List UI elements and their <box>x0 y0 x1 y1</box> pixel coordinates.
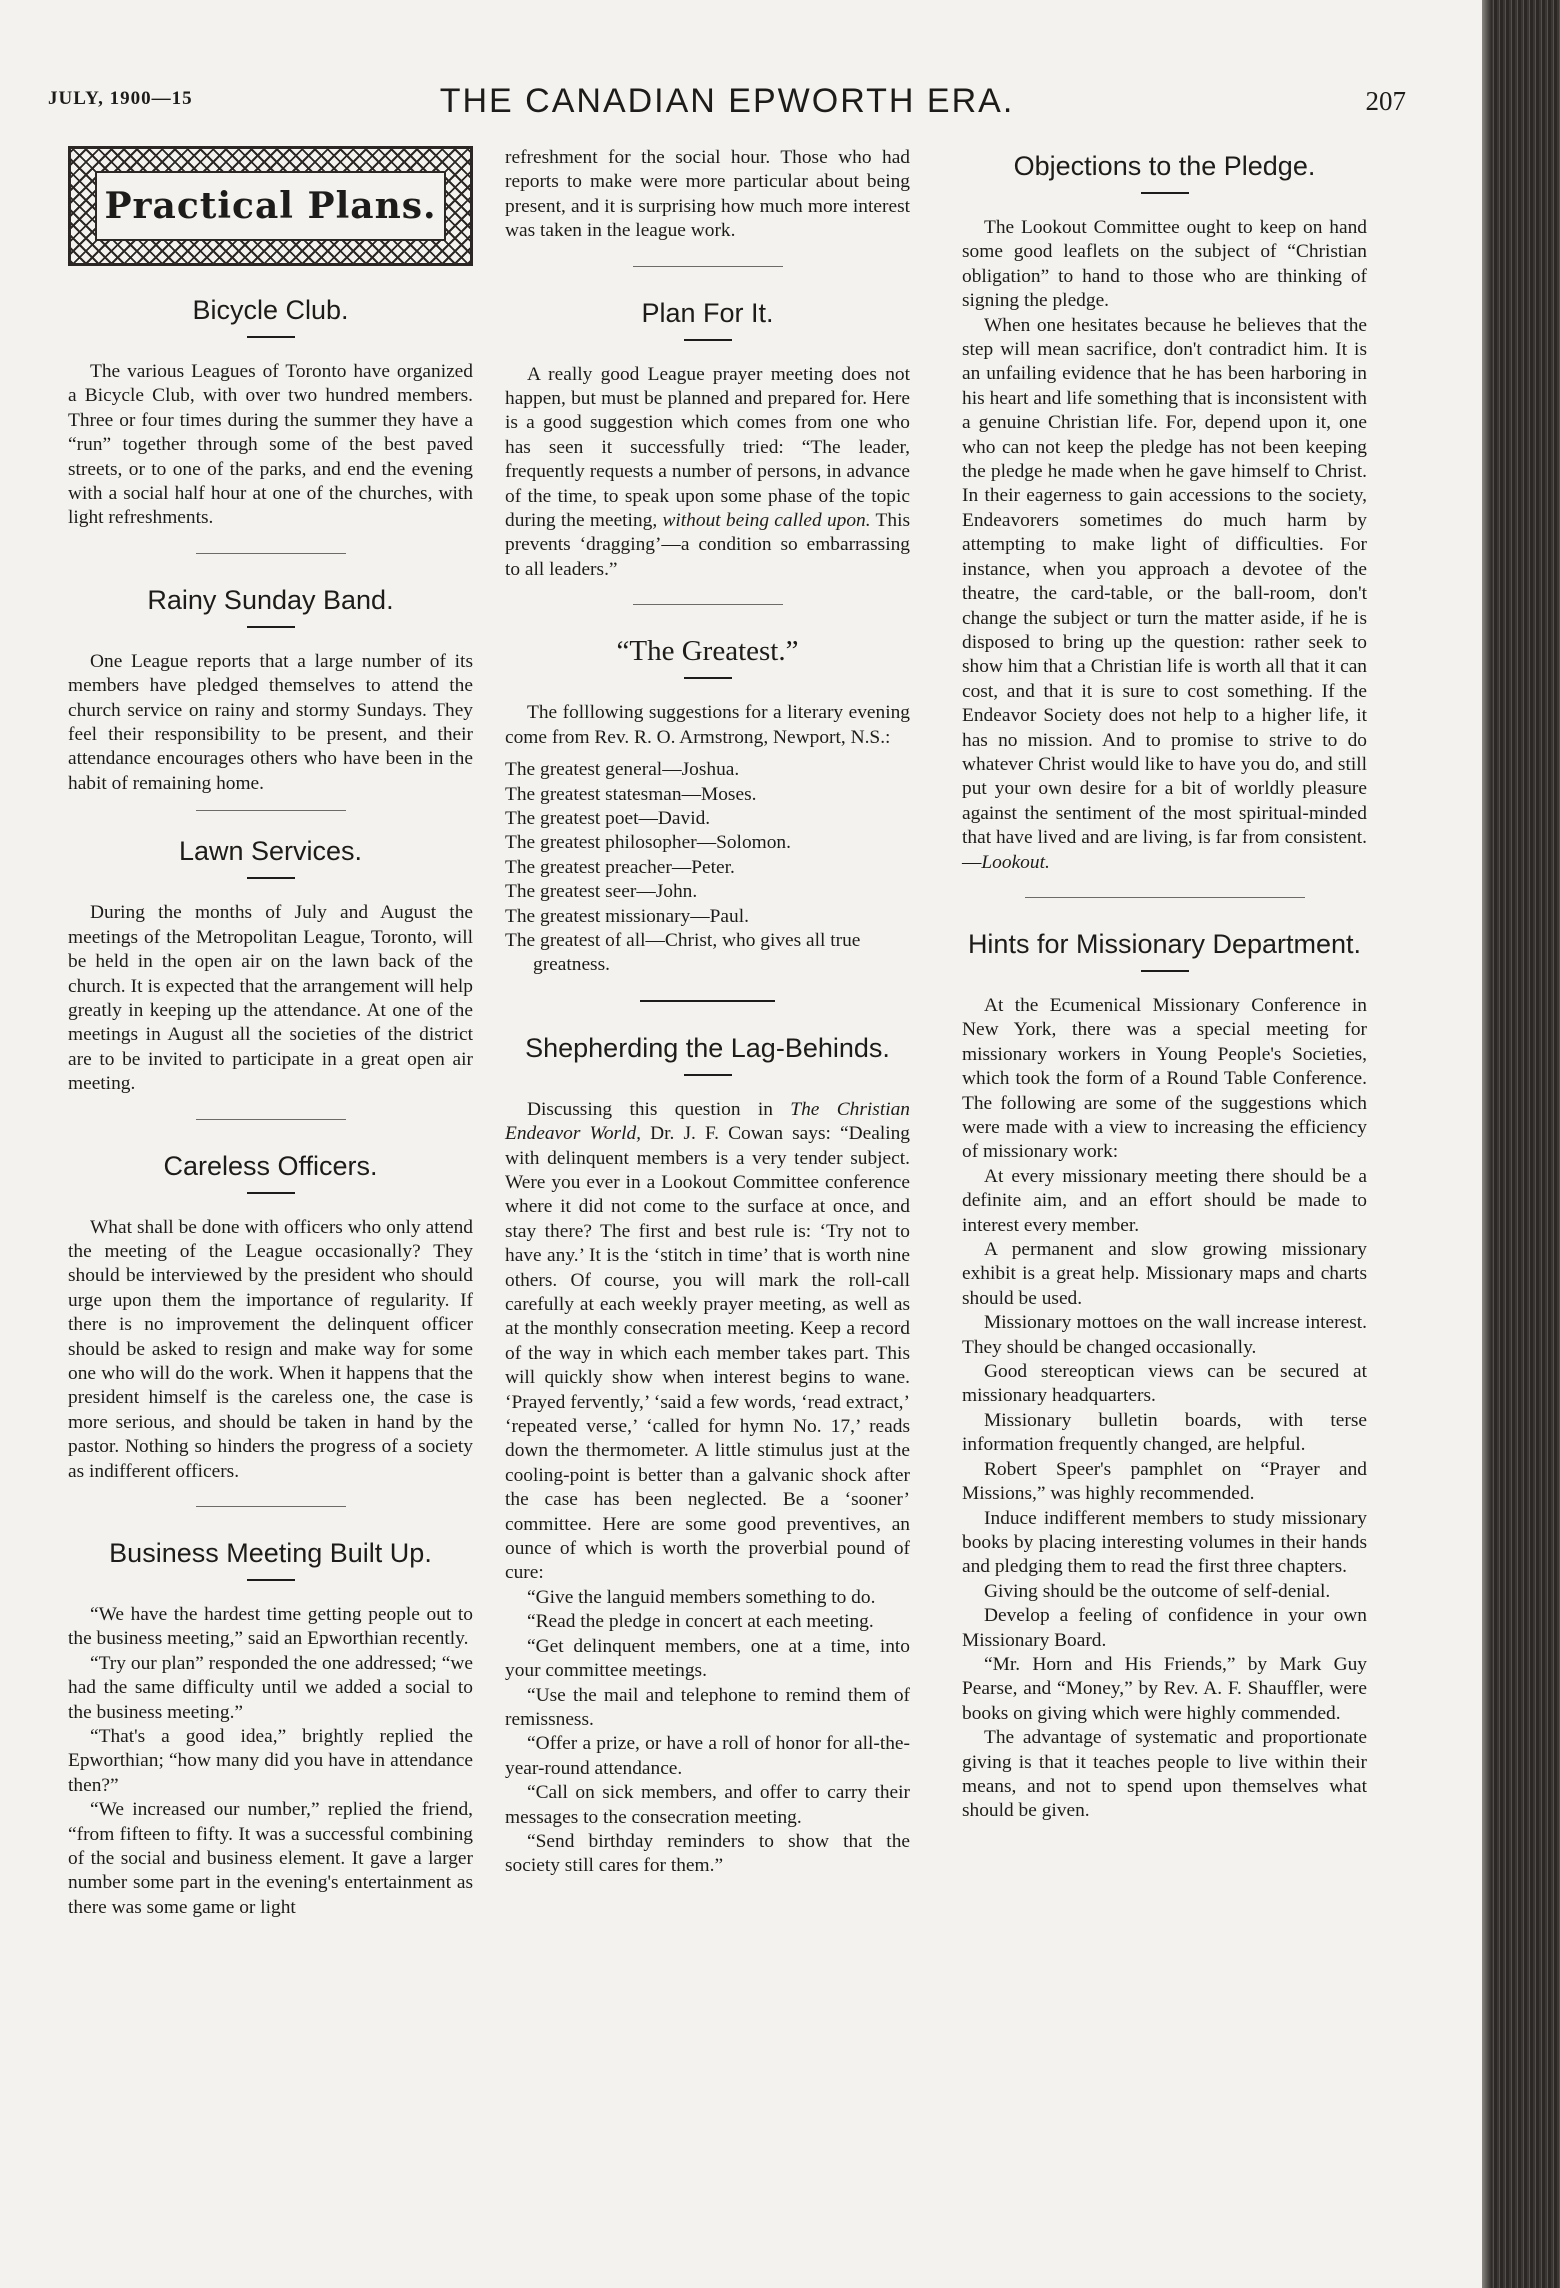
divider <box>247 336 295 338</box>
article-paragraph: The folllowing suggestions for a literary evening come from Rev. R. O. Armstrong, Newport, N.S.: <box>505 702 910 748</box>
list-item: The greatest poet—David. <box>505 807 711 829</box>
section-divider <box>633 604 783 605</box>
article-paragraph: Robert Speer's pamphlet on “Prayer and Missions,” was highly recommended. <box>962 1458 1367 1505</box>
section-divider <box>196 553 346 554</box>
page-header <box>48 82 1406 130</box>
article-paragraph: The various Leagues of Toronto have organized a Bicycle Club, with over two hundred members. Three or four times during the summer they have a “run” together through some of the best paved streets, or to one of the parks, and end the evening with a social half hour at one of the churches, with light refreshments. <box>68 361 473 529</box>
article-paragraph: “Try our plan” responded the one addressed; “we had the same difficulty until we added a social to the business meeting.” <box>68 1652 473 1723</box>
italic-run: without being called upon. <box>662 510 871 532</box>
article-paragraph: “Get delinquent members, one at a time, into your committee meetings. <box>505 1635 910 1682</box>
text-run: When one hesitates because he believes that the step will mean sacrifice, don't contradict him. It is an unfailing evidence that he has been harboring in his heart and life something that is inconsistent with a genuine Christian life. For, depend upon it, one who can not keep the pledge has not been keeping the pledge he made when he gave himself to Christ. In their eagerness to gain accessions to the society, Endeavorers sometimes do much harm by attempting to make light of difficulties. For instance, when you approach a devotee of the theatre, the card-table, or the ball-room, don't change the subject or turn the matter aside, if he is disposed to bring up the question: rather seek to show him that a Christian life is worth all that it can cost, and that it is sure to cost something. If the Endeavor Society does not help to a higher life, it has no mission. And to promise to strive to do whatever Christ would like to have you do, and still put your own desire for a bit of worldly pleasure against the sentiment of the most spiritual-minded that have lived and are living, is far from consistent.— <box>962 314 1367 873</box>
greatest-list <box>505 758 910 978</box>
divider <box>247 626 295 628</box>
divider <box>684 1074 732 1076</box>
article-paragraph <box>962 314 1367 875</box>
list-item: The greatest general—Joshua. <box>505 759 740 781</box>
article-paragraph: At every missionary meeting there should be a definite aim, and an effort should be made to interest every member. <box>962 1165 1367 1236</box>
article-paragraph: Missionary mottoes on the wall increase interest. They should be changed occasionally. <box>962 1312 1367 1358</box>
article-paragraph: During the months of July and August the meetings of the Metropolitan League, Toronto, will be held in the open air on the lawn back of the church. It is expected that the arrangement will help greatly in keeping up the attendance. At one of the meetings in August all the societies of the district are to be invited to participate in a great open air meeting. <box>68 902 473 1095</box>
heading-lawn-services: Lawn Services. <box>178 836 363 867</box>
article-paragraph: “That's a good idea,” brightly replied the Epworthian; “how many did you have in attendance then?” <box>68 1726 473 1796</box>
divider <box>1141 970 1189 972</box>
list-item: The greatest philosopher—Solomon. <box>505 832 791 854</box>
heading-shepherding: Shepherding the Lag-Behinds. <box>525 1032 890 1063</box>
article-paragraph: refreshment for the social hour. Those who had reports to make were more particular about being present, and it is surprising how much more interest was taken in the league work. <box>505 147 910 242</box>
divider <box>247 877 295 879</box>
article-paragraph: Good stereoptican views can be secured at missionary headquarters. <box>962 1361 1367 1407</box>
heading-rainy-sunday-band: Rainy Sunday Band. <box>147 584 394 615</box>
article-paragraph: “We increased our number,” replied the friend, “from fifteen to fifty. It was a successful combining of the social and business element. It gave a larger number some part in the evening's entertainment as there was some game or light <box>68 1799 473 1918</box>
divider <box>684 677 732 679</box>
text-run: This prevents ‘dragging’—a condition so embarrassing to all leaders.” <box>505 510 910 580</box>
article-paragraph: What shall be done with officers who only attend the meeting of the League occasionally? They should be interviewed by the president who should urge upon them the importance of regularity. If there is no improvement the delinquent officer should be asked to resign and make way for some one who will do the work. When it happens that the president himself is the careless one, the case is more serious, and should be taken in hand by the pastor. Nothing so hinders the progress of a society as indifferent officers. <box>68 1216 473 1482</box>
article-paragraph: A permanent and slow growing missionary exhibit is a great help. Missionary maps and charts should be used. <box>962 1239 1367 1309</box>
article-paragraph: Develop a feeling of confidence in your own Missionary Board. <box>962 1605 1367 1651</box>
heading-objections: Objections to the Pledge. <box>1013 151 1316 181</box>
divider <box>247 1192 295 1194</box>
heading-plan-for-it: Plan For It. <box>641 297 774 328</box>
divider <box>684 339 732 341</box>
article-paragraph: “Give the languid members something to do. <box>527 1586 876 1608</box>
section-divider <box>1025 897 1305 898</box>
book-binding-edge <box>1482 0 1560 2288</box>
article-paragraph: “Call on sick members, and offer to carry their messages to the consecration meeting. <box>505 1782 910 1828</box>
list-item: The greatest seer—John. <box>505 881 698 903</box>
practical-plans-banner <box>68 146 473 266</box>
heading-hints-missionary: Hints for Missionary Department. <box>967 928 1362 959</box>
banner-title: Practical Plans. <box>104 184 437 227</box>
heading-careless-officers: Careless Officers. <box>163 1150 378 1181</box>
section-divider <box>196 1119 346 1120</box>
column-2 <box>505 146 910 1879</box>
page-number: 207 <box>1365 86 1406 116</box>
text-run: Discussing this question in <box>527 1098 791 1120</box>
section-divider <box>196 1506 346 1507</box>
article-paragraph: One League reports that a large number of its members have pledged themselves to attend the church service on rainy and stormy Sundays. They feel their responsibility to be present, and their attendance encourages others who have been in the habit of remaining home. <box>68 650 473 794</box>
article-paragraph: Induce indifferent members to study missionary books by placing interesting volumes in their hands and pledging them to read the first three chapters. <box>962 1507 1367 1578</box>
italic-run: The Christian Endeavor World, <box>505 1098 910 1145</box>
article-paragraph: Missionary bulletin boards, with terse information frequently changed, are helpful. <box>962 1409 1367 1456</box>
list-item: The greatest of all—Christ, who gives all true greatness. <box>505 929 861 976</box>
column-3 <box>962 146 1367 1824</box>
article-paragraph: “Read the pledge in concert at each meeting. <box>527 1611 874 1633</box>
article-paragraph: The advantage of systematic and proportionate giving is that it teaches people to live within their means, and not to spend upon themselves what should be given. <box>962 1727 1367 1822</box>
article-paragraph: “We have the hardest time getting people out to the business meeting,” said an Epworthian recently. <box>68 1604 473 1650</box>
text-run: Dr. J. F. Cowan says: “Dealing with delinquent members is a very tender subject. Were you ever in a Lookout Committee conference where it did not come to the surface at once, and stay there? The first and best rule is: ‘Try not to have any.’ It is the ‘stitch in time’ that is worth nine others. Of course, you will mark the roll-call carefully at each weekly prayer meeting, as well as at the monthly consecration meeting. Keep a record of the way in which each member takes part. This will quickly show when interest begins to wane. ‘Prayed fervently,’ ‘said a few words, ‘read extract,’ ‘repeated verse,’ ‘called for hymn No. 17,’ reads down the thermometer. A little stimulus just at the cooling-point is better than a galvanic shock after the case has been neglected. Be a ‘sooner’ committee. Here are some good preventives, an ounce of which is worth the proverbial pound of cure: <box>505 1123 911 1584</box>
divider <box>247 1579 295 1581</box>
section-divider <box>640 1000 775 1002</box>
italic-run: Lookout. <box>981 851 1050 873</box>
list-item: The greatest preacher—Peter. <box>505 856 735 878</box>
banner-frame <box>95 171 446 241</box>
text-run: A really good League prayer meeting does not happen, but must be planned and prepared for. Here is a good suggestion which comes from one who has seen it successfully tried: “The leader, frequently requests a number of persons, in advance of the time, to speak upon some phase of the topic during the meeting, <box>505 363 910 532</box>
list-item: The greatest statesman—Moses. <box>505 783 757 805</box>
article-paragraph: “Send birthday reminders to show that the society still cares for them.” <box>505 1830 910 1877</box>
article-paragraph: “Mr. Horn and His Friends,” by Mark Guy Pearse, and “Money,” by Rev. A. F. Shauffler, were books on giving which were highly commended. <box>962 1653 1367 1724</box>
heading-bicycle-club: Bicycle Club. <box>192 295 349 325</box>
article-paragraph <box>505 1098 910 1586</box>
article-paragraph: “Use the mail and telephone to remind them of remissness. <box>505 1684 910 1730</box>
article-paragraph: “Offer a prize, or have a roll of honor for all-the-year-round attendance. <box>505 1733 910 1779</box>
article-paragraph <box>505 363 910 583</box>
divider <box>1141 192 1189 194</box>
article-paragraph: The Lookout Committee ought to keep on hand some good leaflets on the subject of “Christian obligation” to hand to those who are thinking of signing the pledge. <box>962 217 1367 312</box>
article-paragraph: Giving should be the outcome of self-denial. <box>984 1580 1331 1602</box>
publication-title: THE CANADIAN EPWORTH ERA. <box>439 82 1015 120</box>
list-item: The greatest missionary—Paul. <box>505 905 749 927</box>
column-1 <box>68 146 473 1920</box>
issue-date: JULY, 1900—15 <box>48 88 193 109</box>
heading-the-greatest: “The Greatest.” <box>616 635 799 668</box>
section-divider <box>196 810 346 811</box>
article-paragraph: At the Ecumenical Missionary Conference in New York, there was a special meeting for missionary workers in Young People's Societies, which took the form of a Round Table Conference. The following are some of the suggestions which were made with a view to increasing the efficiency of missionary work: <box>962 994 1367 1163</box>
section-divider <box>633 266 783 267</box>
heading-business-meeting: Business Meeting Built Up. <box>109 1538 432 1568</box>
